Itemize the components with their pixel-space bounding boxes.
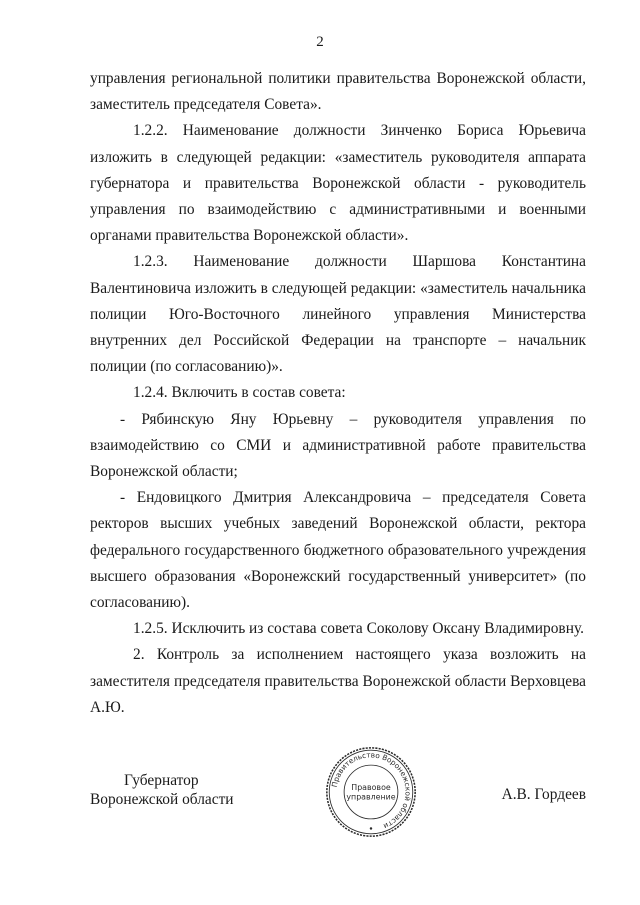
official-stamp [323,744,419,840]
page-number: 2 [316,34,324,50]
paragraph-2-control: 2. Контроль за исполнением настоящего указа возложить на заместителя председателя правительства Воронежской области Верховцева А.Ю. [90,646,586,716]
stamp-center-line1: Правовое [351,783,391,793]
stamp-dot-icon [370,827,372,829]
stamp-ring-text: Правительство Воронежской области [329,750,413,831]
paragraph-1-2-2: 1.2.2. Наименование должности Зинченко Бориса Юрьевича изложить в следующей редакции: «заместитель руководителя аппарата губернатора и правительства Воронежской области - руководитель управления по взаимодействию с административными и военными органами правительства Воронежской области». [90,122,586,245]
paragraph-continuation: управления региональной политики правительства Воронежской области, заместитель председателя Совета». [90,70,586,114]
paragraph-1-2-5: 1.2.5. Исключить из состава совета Соколову Оксану Владимировну. [133,620,584,638]
list-item-ryabinskaya: - Рябинскую Яну Юрьевну – руководителя управления по взаимодействию со СМИ и административной работе правительства Воронежской области; [90,410,586,481]
list-item-endovitsky: - Ендовицкого Дмитрия Александровича – председателя Совета ректоров высших учебных заведений Воронежской области, ректора федерального государственного бюджетного образовательного учреждения высшего образования «Воронежский государственный университет» (по согласованию). [90,489,586,612]
paragraph-1-2-4: 1.2.4. Включить в состав совета: [133,384,346,402]
signatory-title [90,771,234,809]
paragraph-1-2-3: 1.2.3. Наименование должности Шаршова Константина Валентиновича изложить в следующей редакции: «заместитель начальника полиции Юго-Восточного линейного управления Министерства внутренних дел Российской Федерации на транспорте – начальник полиции (по согласованию)». [90,253,586,376]
signatory-region: Воронежской области [90,791,234,808]
signatory-name: А.В. Гордеев [501,786,586,803]
document-body [90,66,586,721]
stamp-center-line2: управление [346,792,396,802]
signatory-role: Губернатор [124,772,199,789]
